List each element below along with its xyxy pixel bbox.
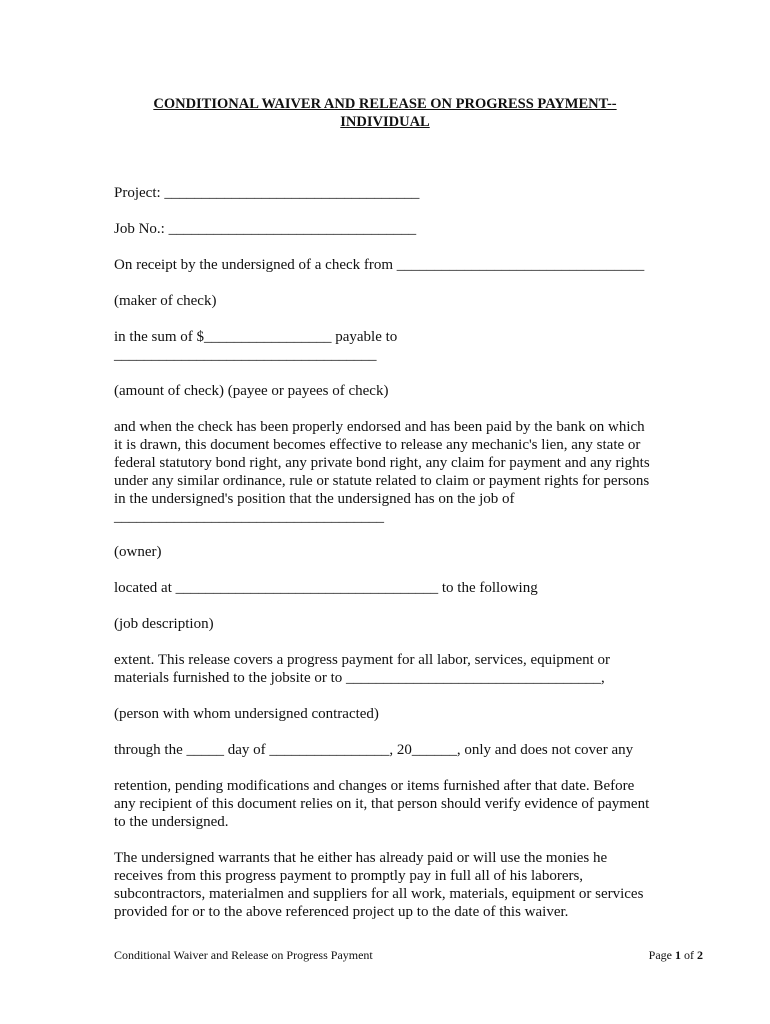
paragraph-line: extent. This release covers a progress payment for all labor, services, equipment or [114,652,611,668]
paragraph-line: materials furnished to the jobsite or to __________________________________, [114,670,605,686]
retention-paragraph [114,777,662,831]
contracted-person-label: (person with whom undersigned contracted) [114,706,379,722]
paragraph-line: and when the check has been properly endorsed and has been paid by the bank on which [114,419,645,435]
footer-page-number [649,948,703,963]
owner-label: (owner) [114,544,162,560]
paragraph-line: provided for or to the above referenced project up to the date of this waiver. [114,904,569,920]
page-total: 2 [697,948,703,962]
paragraph-line: under any similar ordinance, rule or statute related to claim or payment rights for persons [114,473,650,489]
located-line: located at ___________________________________ to the following [114,580,538,596]
maker-of-check-label: (maker of check) [114,293,217,309]
receipt-line: On receipt by the undersigned of a check from _________________________________ [114,257,645,273]
sum-line: in the sum of $_________________ payable to [114,329,398,345]
title-line-1: CONDITIONAL WAIVER AND RELEASE ON PROGRESS PAYMENT-- [153,96,617,112]
paragraph-line: subcontractors, materialmen and suppliers for all work, materials, equipment or services [114,886,644,902]
through-date-line: through the _____ day of ________________, 20______, only and does not cover any [114,742,634,758]
payee-blank: ___________________________________ [114,347,377,363]
amount-payee-label: (amount of check) (payee or payees of check) [114,383,389,399]
page-of: of [681,948,697,962]
job-description-label: (job description) [114,616,214,632]
extent-paragraph [114,651,662,687]
paragraph-line: federal statutory bond right, any private bond right, any claim for payment and any rights [114,455,650,471]
footer-document-name: Conditional Waiver and Release on Progress Payment [114,948,373,962]
paragraph-line: it is drawn, this document becomes effective to release any mechanic's lien, any state or [114,437,641,453]
page-current: 1 [675,948,681,962]
project-field: Project: __________________________________ [114,185,420,201]
release-paragraph [114,418,662,526]
owner-blank: ____________________________________ [114,509,384,525]
paragraph-line: any recipient of this document relies on it, that person should verify evidence of payment [114,796,650,812]
document-title [0,95,770,131]
warranty-paragraph [114,849,662,921]
paragraph-line: in the undersigned's position that the undersigned has on the job of [114,491,515,507]
title-line-2: INDIVIDUAL [340,114,430,130]
paragraph-line: receives from this progress payment to promptly pay in full all of his laborers, [114,868,584,884]
paragraph-line: The undersigned warrants that he either has already paid or will use the monies he [114,850,608,866]
job-number-field: Job No.: _________________________________ [114,221,417,237]
paragraph-line: to the undersigned. [114,814,229,830]
page-label: Page [648,948,675,962]
paragraph-line: retention, pending modifications and changes or items furnished after that date. Before [114,778,635,794]
